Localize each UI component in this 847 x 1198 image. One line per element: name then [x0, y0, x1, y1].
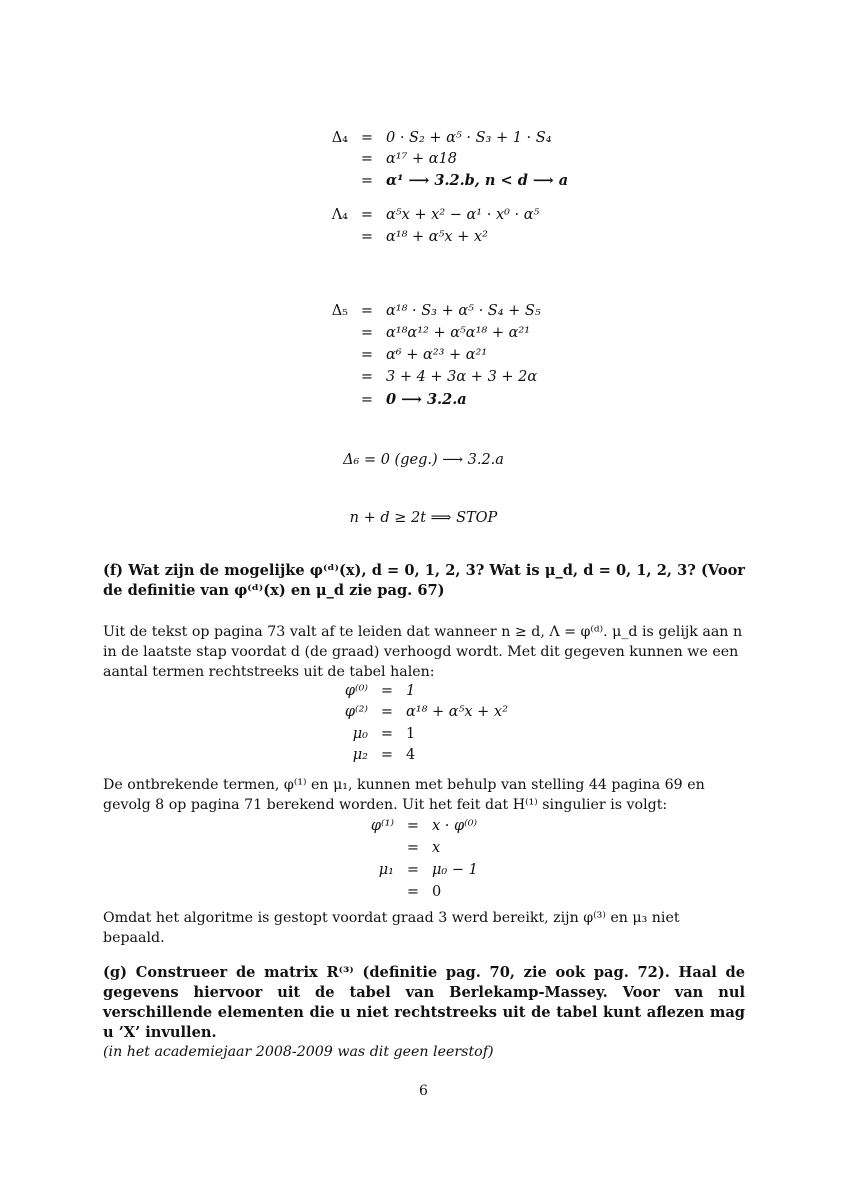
equation-lhs: Δ₅ — [331, 303, 348, 319]
equation-rel: = — [360, 369, 374, 385]
equation-row — [300, 303, 541, 319]
question-f: (f) Wat zijn de mogelijke φ⁽ᵈ⁾(x), d = 0, 1, 2, 3? Wat is μ_d, d = 0, 1, 2, 3? (Voor de definitie van φ⁽ᵈ⁾(x) en μ_d zie pag. 67) — [103, 562, 745, 599]
equation-rhs: α⁵x + x² − α¹ · x⁰ · α⁵ — [386, 207, 540, 223]
equation-stop: n + d ≥ 2t ⟹ STOP — [349, 510, 498, 526]
equation-rel: = — [406, 862, 420, 878]
equation-rhs: α¹⁷ + α18 — [386, 151, 458, 167]
equation-rhs: α¹⁸ · S₃ + α⁵ · S₄ + S₅ — [386, 303, 541, 319]
equation-row — [300, 325, 530, 341]
paragraph-2: De ontbrekende termen, φ⁽¹⁾ en μ₁, kunnen met behulp van stelling 44 pagina 69 en gevolg 8 op pagina 71 berekend worden. Uit het feit dat H⁽¹⁾ singulier is volgt: — [103, 777, 705, 813]
paragraph-1: Uit de tekst op pagina 73 valt af te leiden dat wanneer n ≥ d, Λ = φ⁽ᵈ⁾. μ_d is gelijk aan n in de laatste stap voordat d (de graad) verhoogd wordt. Met dit gegeven kunnen we een aantal termen rechtstreeks uit de tabel halen: — [103, 624, 743, 680]
equation-rel: = — [380, 704, 394, 720]
equation-row — [300, 172, 568, 189]
equation-row — [300, 130, 552, 146]
equation-rel: = — [360, 173, 374, 189]
equation-rel: = — [406, 884, 420, 900]
equation-rel: = — [360, 392, 374, 408]
equation-lhs: Λ₄ — [331, 207, 348, 223]
equation-rhs: 1 — [406, 683, 416, 699]
equation-lhs: μ₁ — [378, 862, 394, 878]
equation-row — [300, 704, 508, 720]
equation-row — [330, 884, 441, 900]
equation-rhs: x · φ⁽⁰⁾ — [432, 818, 478, 834]
equation-rhs: α⁶ + α²³ + α²¹ — [386, 347, 488, 363]
equation-row — [330, 818, 477, 834]
equation-row — [300, 369, 537, 385]
equation-rhs: α¹⁸ + α⁵x + x² — [386, 229, 488, 245]
equation-rhs: 1 — [406, 726, 416, 742]
equation-row — [300, 151, 457, 167]
equation-row — [300, 347, 487, 363]
equation-rel: = — [360, 229, 374, 245]
equation-rhs: 0 ⟶ 3.2.a — [386, 391, 467, 408]
equation-rel: = — [406, 818, 420, 834]
equation-row — [330, 862, 478, 878]
equation-rhs: α¹⁸ + α⁵x + x² — [406, 704, 508, 720]
equation-row — [300, 207, 539, 223]
equation-lhs: μ₀ — [352, 726, 368, 742]
note-italic: (in het academiejaar 2008-2009 was dit geen leerstof) — [103, 1044, 494, 1060]
equation-rel: = — [360, 347, 374, 363]
equation-rhs: α¹⁸α¹² + α⁵α¹⁸ + α²¹ — [386, 325, 531, 341]
equation-row — [330, 840, 440, 856]
equation-rhs: μ₀ − 1 — [432, 862, 478, 878]
equation-rel: = — [380, 726, 394, 742]
paragraph-3: Omdat het algoritme is gestopt voordat graad 3 werd bereikt, zijn φ⁽³⁾ en μ₃ niet bepaald. — [103, 910, 680, 946]
equation-rel: = — [360, 303, 374, 319]
equation-rhs: x — [432, 840, 441, 856]
equation-row — [300, 747, 415, 763]
equation-lhs: φ⁽⁰⁾ — [344, 683, 368, 699]
equation-rhs: 3 + 4 + 3α + 3 + 2α — [386, 369, 538, 385]
equation-rel: = — [380, 747, 394, 763]
equation-rel: = — [360, 151, 374, 167]
equation-rel: = — [360, 325, 374, 341]
equation-rhs: 0 — [432, 884, 442, 900]
equation-rel: = — [380, 683, 394, 699]
equation-lhs: Δ₄ — [331, 130, 348, 146]
equation-row — [300, 683, 415, 699]
equation-rhs: 0 · S₂ + α⁵ · S₃ + 1 · S₄ — [386, 130, 552, 146]
equation-row — [300, 726, 415, 742]
equation-rel: = — [360, 130, 374, 146]
equation-lhs: φ⁽²⁾ — [344, 704, 368, 720]
equation-rhs: α¹ ⟶ 3.2.b, n < d ⟶ a — [386, 172, 569, 189]
equation-delta6: Δ₆ = 0 (geg.) ⟶ 3.2.a — [343, 452, 504, 468]
question-g: (g) Construeer de matrix R⁽³⁾ (definitie pag. 70, zie ook pag. 72). Haal de gegevens hiervoor uit de tabel van Berlekamp-Massey. Voor van nul verschillende elementen die u niet rechtstreeks uit de tabel kunt aflezen mag u ’X’ invullen. — [103, 964, 745, 1041]
equation-lhs: μ₂ — [352, 747, 368, 763]
page-number: 6 — [419, 1083, 428, 1099]
equation-rel: = — [406, 840, 420, 856]
equation-rhs: 4 — [406, 747, 416, 763]
equation-lhs: φ⁽¹⁾ — [370, 818, 394, 834]
equation-row — [300, 229, 488, 245]
equation-rel: = — [360, 207, 374, 223]
equation-row — [300, 391, 467, 408]
